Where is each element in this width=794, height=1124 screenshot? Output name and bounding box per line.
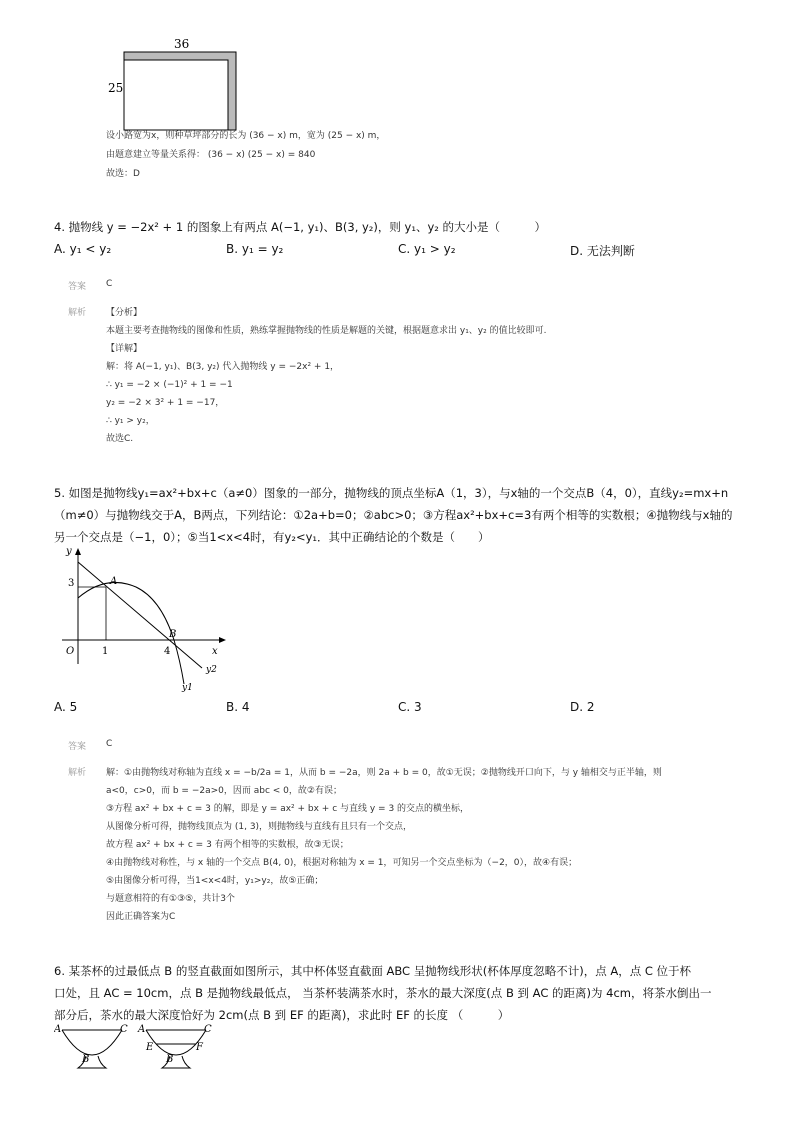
q5-analysis <box>106 764 662 926</box>
cup1-a-label: A <box>54 1024 62 1035</box>
cup2-b-label: B <box>166 1054 174 1065</box>
y-axis-label: y <box>66 546 72 557</box>
point-b-label: B <box>169 629 177 640</box>
solution-line: 由题意建立等量关系得： (36 − x) (25 − x) = 840 <box>106 150 316 160</box>
y-axis-arrow <box>75 548 81 555</box>
stem-line: （m≠0）与抛物线交于A，B两点，下列结论：①2a+b=0；②abc>0；③方程ax²+bx+c=3有两个相等的实数根；④抛物线与x轴的 <box>54 508 733 522</box>
analysis-line: a<0，c>0，而 b = −2a>0，因而 abc < 0，故②有误； <box>106 786 342 796</box>
question-5-stem <box>54 482 732 548</box>
answer-value: C <box>106 739 113 749</box>
analysis-line: ∴ y₁ > y₂， <box>106 416 155 426</box>
q4-option-d[interactable]: D. 无法判断 <box>570 244 635 258</box>
cup2-c-label: C <box>204 1024 212 1035</box>
solution-line: 设小路宽为x，则种草坪部分的长为 (36 − x) m，宽为 (25 − x) m， <box>106 131 386 141</box>
analysis-line: 本题主要考查抛物线的图像和性质，熟练掌握抛物线的性质是解题的关键，根据题意求出 y₁、y₂ 的值比较即可. <box>106 326 547 336</box>
analysis-line: ③方程 ax² + bx + c = 3 的解，即是 y = ax² + bx + c 与直线 y = 3 的交点的横坐标， <box>106 804 470 814</box>
cup2-a-label: A <box>138 1024 146 1035</box>
stem-line: 6. 某茶杯的过最低点 B 的竖直截面如图所示，其中杯体竖直截面 ABC 呈抛物线形状(杯体厚度忽略不计)，点 A，点 C 位于杯 <box>54 964 692 978</box>
curve-y2-label: y2 <box>206 665 217 675</box>
analysis-line: 【详解】 <box>106 344 143 354</box>
line-y2 <box>78 562 202 668</box>
analysis-line: y₂ = −2 × 3² + 1 = −17， <box>106 398 225 408</box>
cup2-f-label: F <box>196 1042 203 1053</box>
q5-option-b[interactable]: B. 4 <box>226 700 250 714</box>
tick-four: 4 <box>164 646 171 657</box>
answer-label: 答案 <box>68 742 87 752</box>
cup1-b-label: B <box>82 1054 90 1065</box>
q5-option-c[interactable]: C. 3 <box>398 700 422 714</box>
teacup-figure <box>54 1022 224 1074</box>
tick-three: 3 <box>68 578 75 589</box>
x-axis-arrow <box>219 637 226 643</box>
q4-option-c[interactable]: C. y₁ > y₂ <box>398 242 456 256</box>
question-6-stem <box>54 960 711 1026</box>
cup1-c-label: C <box>120 1024 128 1035</box>
parabola-graph <box>56 544 236 694</box>
analysis-line: 解：将 A(−1, y₁)、B(3, y₂) 代入抛物线 y = −2x² + 1， <box>106 362 340 372</box>
tick-one: 1 <box>102 646 109 657</box>
answer-label: 答案 <box>68 282 87 292</box>
stem-line: 口处，且 AC = 10cm，点 B 是抛物线最低点， 当茶杯装满茶水时，茶水的最大深度(点 B 到 AC 的距离)为 4cm，将茶水倒出一 <box>54 986 712 1000</box>
question-4-stem: 4. 抛物线 y = −2x² + 1 的图象上有两点 A(−1, y₁)、B(3, y₂)，则 y₁、y₂ 的大小是（ ） <box>54 220 547 234</box>
lawn-figure <box>104 34 244 134</box>
solution-line: 故选：D <box>106 169 140 179</box>
analysis-line: 【分析】 <box>106 308 143 318</box>
height-label: 25 <box>108 81 124 95</box>
stem-line: 5. 如图是抛物线y₁=ax²+bx+c（a≠0）图象的一部分，抛物线的顶点坐标A（1，3），与x轴的一个交点B（4，0），直线y₂=mx+n <box>54 486 729 500</box>
analysis-line: 故选C. <box>106 434 134 444</box>
analysis-label: 解析 <box>68 308 87 318</box>
q5-option-a[interactable]: A. 5 <box>54 700 78 714</box>
analysis-line: 故方程 ax² + bx + c = 3 有两个相等的实数根，故③无误； <box>106 840 349 850</box>
q4-analysis <box>106 304 546 448</box>
analysis-line: ∴ y₁ = −2 × (−1)² + 1 = −1 <box>106 380 233 390</box>
q5-option-d[interactable]: D. 2 <box>570 700 595 714</box>
analysis-line: ④由抛物线对称性，与 x 轴的一个交点 B(4, 0)，根据对称轴为 x = 1，可知另一个交点坐标为（−2，0），故④有误； <box>106 858 578 868</box>
point-a-label: A <box>110 576 118 587</box>
stem-line: 部分后，茶水的最大深度恰好为 2cm(点 B 到 EF 的距离)，求此时 EF 的长度 （ ） <box>54 1008 510 1022</box>
analysis-line: ⑤由图像分析可得，当1<x<4时，y₁>y₂，故⑤正确； <box>106 876 324 886</box>
width-label: 36 <box>174 37 190 51</box>
q4-option-b[interactable]: B. y₁ = y₂ <box>226 242 284 256</box>
answer-value: C <box>106 279 113 289</box>
stem-line: 另一个交点是（−1，0）；⑤当1<x<4时，有y₂<y₁．其中正确结论的个数是（ ） <box>54 530 490 544</box>
x-axis-label: x <box>212 646 218 657</box>
analysis-line: 因此正确答案为C <box>106 912 176 922</box>
q4-option-a[interactable]: A. y₁ < y₂ <box>54 242 112 256</box>
analysis-line: 解：①由抛物线对称轴为直线 x = −b/2a = 1，从而 b = −2a，则 2a + b = 0，故①无误；②抛物线开口向下，与 y 轴相交与正半轴，则 <box>106 768 662 778</box>
analysis-line: 从图像分析可得，抛物线顶点为 (1, 3)，则抛物线与直线有且只有一个交点， <box>106 822 413 832</box>
curve-y1-label: y1 <box>182 683 193 693</box>
cup2-e-label: E <box>146 1042 154 1053</box>
lawn-outline <box>124 52 236 130</box>
analysis-line: 与题意相符的有①③⑤，共计3个 <box>106 894 235 904</box>
analysis-label: 解析 <box>68 768 87 778</box>
origin-label: O <box>66 646 75 657</box>
cup1-body <box>62 1030 122 1055</box>
